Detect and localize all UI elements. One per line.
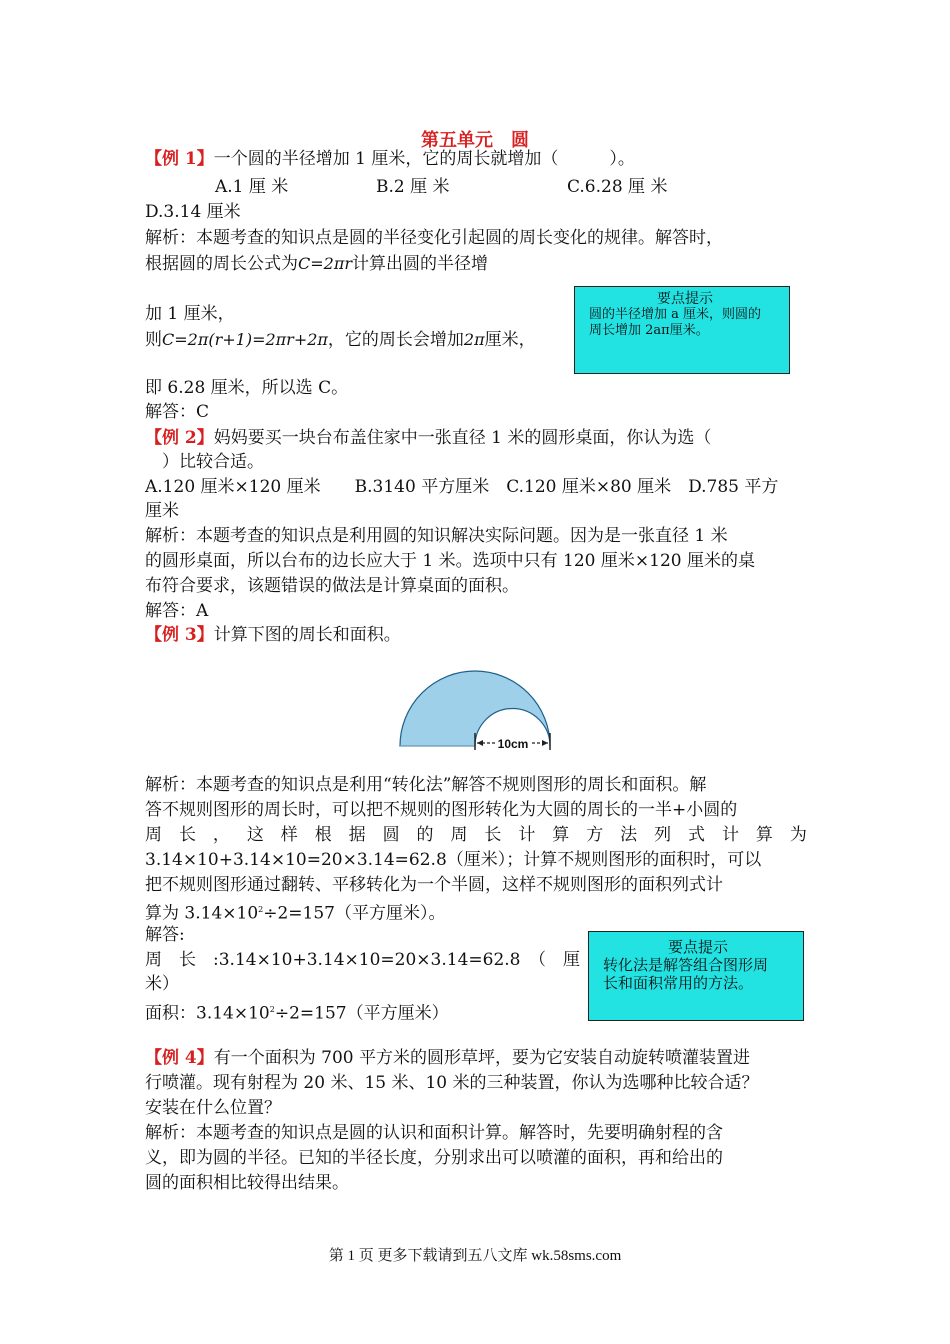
tip-box-2	[588, 931, 804, 1021]
page-footer: 第 1 页 更多下载请到五八文库 wk.58sms.com	[328, 1248, 622, 1264]
example-1-analysis-line-4	[145, 329, 536, 351]
area-text: ÷2=157（平方厘米）	[274, 1003, 449, 1024]
tip-title: 要点提示	[667, 938, 728, 956]
example-3-analysis-line-4: 3.14×10+3.14×10=20×3.14=62.8（厘米）；计算不规则图形的面积时，可以	[145, 850, 762, 870]
analysis-char: 计	[518, 825, 536, 845]
example-1-tag: 【例 1】	[145, 149, 214, 169]
analysis-char: 式	[688, 825, 705, 845]
example-3-question-text: 计算下图的周长和面积。	[213, 625, 401, 645]
analysis-char: 这	[246, 825, 264, 845]
analysis-char: 周	[450, 825, 468, 845]
tip-title: 要点提示	[657, 291, 713, 307]
example-3-analysis-line-2: 答不规则图形的周长时，可以把不规则的图形转化为大圆的周长的一半+小圆的	[145, 800, 738, 820]
example-3-tag: 【例 3】	[145, 625, 214, 645]
example-4-analysis-line-1: 解析：本题考查的知识点是圆的认识和面积计算。解答时，先要明确射程的含	[145, 1123, 723, 1143]
example-1-analysis-line-5: 即 6.28 厘米，所以选 C。	[145, 378, 349, 398]
example-2-question	[145, 427, 711, 449]
tip-text: 长和面积常用的方法。	[603, 974, 754, 992]
example-3-analysis-line-6	[145, 899, 446, 925]
analysis-text: 根据圆的周长公式为	[145, 254, 298, 274]
example-3-question	[145, 624, 401, 646]
dimension-label: 10cm	[497, 737, 529, 751]
analysis-text: 厘米，	[484, 330, 536, 350]
analysis-char: 列	[654, 825, 672, 845]
example-4-question-text: 有一个面积为 700 平方米的圆形草坪，要为它安装自动旋转喷灌装置进	[213, 1048, 751, 1068]
page-title: 第五单元 圆	[421, 130, 529, 151]
analysis-text: 计算出圆的半径增	[352, 254, 488, 274]
analysis-char: 算	[552, 825, 570, 845]
option-b: B.2 厘 米	[376, 177, 450, 197]
analysis-char: 周	[145, 825, 162, 845]
formula-2pi: 2π	[463, 330, 485, 349]
example-2-analysis-line-3: 布符合要求，该题错误的做法是计算桌面的面积。	[145, 576, 519, 596]
formula-circumference: C=2πr	[298, 254, 352, 273]
option-c: C.6.28 厘 米	[567, 177, 668, 197]
example-4-question-line-3: 安装在什么位置？	[145, 1098, 281, 1118]
analysis-char: 圆	[382, 825, 400, 845]
example-1-answer: 解答：C	[145, 402, 210, 422]
example-3-area	[145, 999, 449, 1025]
example-2-analysis-line-1: 解析：本题考查的知识点是利用圆的知识解决实际问题。因为是一张直径 1 米	[145, 526, 728, 546]
analysis-char: 的	[416, 825, 434, 845]
example-4-tag: 【例 4】	[145, 1048, 214, 1068]
analysis-char: 计	[721, 825, 739, 845]
example-3-answer-label: 解答:	[145, 925, 185, 945]
option-a: A.1 厘 米	[215, 177, 289, 197]
analysis-text: 算为 3.14×10	[145, 903, 259, 924]
example-3-perimeter: 周 长 :3.14×10+3.14×10=20×3.14=62.8 （ 厘	[145, 950, 580, 970]
exponent: 2	[258, 905, 264, 914]
example-4-question-line-2: 行喷灌。现有射程为 20 米、15 米、10 米的三种装置，你认为选哪种比较合适？	[145, 1073, 759, 1093]
analysis-char: 算	[755, 825, 773, 845]
example-4-analysis-line-3: 圆的面积相比较得出结果。	[145, 1173, 349, 1193]
analysis-char: 根	[314, 825, 332, 845]
analysis-text: 则	[145, 330, 162, 350]
example-1-analysis-line-2	[145, 253, 488, 275]
example-3-perimeter-cont: 米）	[145, 974, 179, 994]
arrow-left-icon	[477, 740, 483, 746]
example-1-question-text: 一个圆的半径增加 1 厘米，它的周长就增加（ ）。	[213, 149, 635, 169]
analysis-char: ，	[212, 825, 230, 845]
example-3-analysis-line-5: 把不规则图形通过翻转、平移转化为一个半圆，这样不规则图形的面积列式计	[145, 875, 723, 895]
tip-text: 周长增加 2aπ厘米。	[589, 323, 709, 338]
option-d: D.3.14 厘米	[145, 202, 241, 222]
example-4-analysis-line-2: 义，即为圆的半径。已知的半径长度，分别求出可以喷灌的面积，再和给出的	[145, 1148, 723, 1168]
analysis-char: 长	[484, 825, 502, 845]
example-2-question-line-2: ）比较合适。	[162, 452, 264, 472]
example-4-question	[145, 1047, 750, 1069]
example-2-tag: 【例 2】	[145, 428, 214, 448]
example-3-analysis-line-1: 解析：本题考查的知识点是利用“转化法”解答不规则图形的周长和面积。解	[145, 775, 707, 795]
exponent: 2	[269, 1005, 275, 1014]
analysis-text: ，它的周长会增加	[327, 330, 464, 350]
analysis-char: 为	[789, 825, 807, 845]
tip-text: 转化法是解答组合图形周	[603, 956, 769, 974]
example-2-question-text: 妈妈要买一块台布盖住家中一张直径 1 米的圆形桌面，你认为选（	[213, 428, 712, 448]
example-2-options-cont: 厘米	[145, 501, 179, 521]
analysis-text: ÷2=157（平方厘米）。	[263, 903, 446, 924]
example-2-answer: 解答：A	[145, 601, 209, 621]
example-1-analysis-line-1: 解析：本题考查的知识点是圆的半径变化引起圆的周长变化的规律。解答时，	[145, 228, 723, 248]
example-3-analysis-line-3	[145, 824, 807, 846]
example-2-analysis-line-2: 的圆形桌面，所以台布的边长应大于 1 米。选项中只有 120 厘米×120 厘米的桌	[145, 551, 755, 571]
tip-text: 圆的半径增加 a 厘米，则圆的	[589, 307, 762, 322]
analysis-char: 据	[348, 825, 366, 845]
analysis-char: 长	[178, 825, 196, 845]
formula-expanded: C=2π(r+1)=2πr+2π	[162, 330, 328, 349]
area-text: 面积：3.14×10	[145, 1003, 270, 1024]
analysis-char: 样	[280, 825, 298, 845]
example-2-options: A.120 厘米×120 厘米 B.3140 平方厘米 C.120 厘米×80 厘米 D.785 平方	[145, 477, 779, 497]
composite-circle-figure	[395, 650, 560, 760]
arrow-right-icon	[542, 740, 548, 746]
analysis-char: 法	[620, 825, 638, 845]
example-1-question	[145, 148, 635, 170]
analysis-char: 方	[586, 825, 604, 845]
example-1-analysis-line-3: 加 1 厘米，	[145, 304, 235, 324]
tip-box-1	[574, 286, 790, 374]
